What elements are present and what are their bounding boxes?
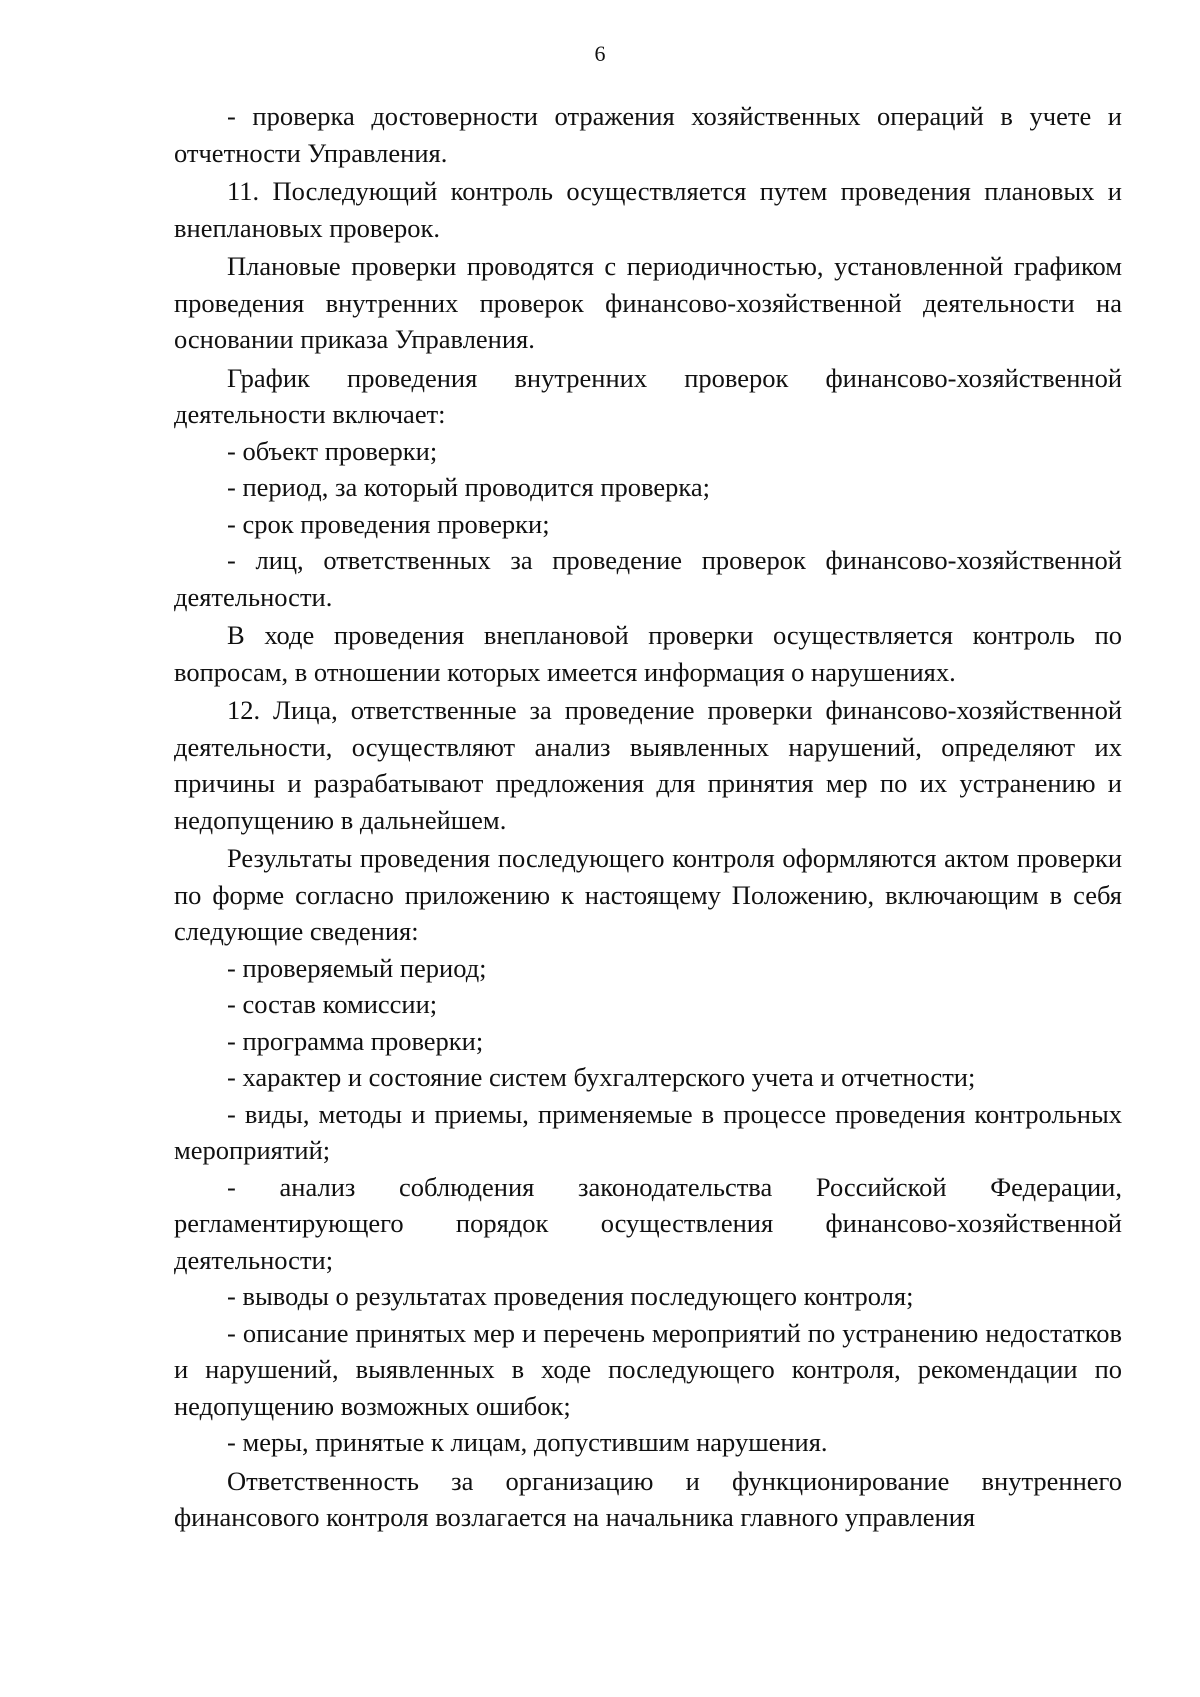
list-item: - меры, принятые к лицам, допустившим нарушения. xyxy=(227,1427,828,1457)
list-item: - объект проверки; xyxy=(227,435,438,466)
list-item: - анализ соблюдения законодательства Российской Федерации, регламентирующего порядок осуществления финансово-хозяйственной деятельности; xyxy=(174,1171,1122,1275)
list-item: - виды, методы и приемы, применяемые в процессе проведения контрольных мероприятий; xyxy=(174,1098,1122,1165)
list-item: - проверяемый период; xyxy=(227,952,487,983)
paragraph: В ходе проведения внеплановой проверки осуществляется контроль по вопросам, в отношении которых имеется информация о нарушениях. xyxy=(174,620,1122,687)
list-item: - описание принятых мер и перечень мероприятий по устранению недостатков и нарушений, выявленных в ходе последующего контроля, рекомендации по недопущению возможных ошибок; xyxy=(174,1317,1122,1421)
paragraph: 12. Лица, ответственные за проведение проверки финансово-хозяйственной деятельности, осуществляют анализ выявленных нарушений, определяют их причины и разрабатывают предложения для принятия мер по их устранению и недопущению в дальнейшем. xyxy=(174,695,1122,835)
paragraph: Плановые проверки проводятся с периодичностью, установленной графиком проведения внутренних проверок финансово-хозяйственной деятельности на основании приказа Управления. xyxy=(174,251,1122,354)
list-item: - срок проведения проверки; xyxy=(227,508,550,539)
list-item: - программа проверки; xyxy=(227,1025,484,1056)
document-body xyxy=(174,98,1122,1536)
list-item: - лиц, ответственных за проведение проверок финансово-хозяйственной деятельности. xyxy=(174,545,1122,612)
paragraph: 11. Последующий контроль осуществляется путем проведения плановых и внеплановых проверок. xyxy=(174,176,1122,243)
page-number: 6 xyxy=(594,41,606,66)
list-item: - период, за который проводится проверка; xyxy=(227,472,710,502)
paragraph: Ответственность за организацию и функционирование внутреннего финансового контроля возлагается на начальника главного управления xyxy=(174,1465,1122,1532)
list-item: - выводы о результатах проведения последующего контроля; xyxy=(227,1281,914,1311)
list-item: - характер и состояние систем бухгалтерского учета и отчетности; xyxy=(227,1062,976,1092)
paragraph: График проведения внутренних проверок финансово-хозяйственной деятельности включает: xyxy=(174,362,1122,429)
paragraph: Результаты проведения последующего контроля оформляются актом проверки по форме согласно приложению к настоящему Положению, включающим в себя следующие сведения: xyxy=(174,843,1122,946)
list-item: - состав комиссии; xyxy=(227,989,438,1019)
paragraph: - проверка достоверности отражения хозяйственных операций в учете и отчетности Управления. xyxy=(174,101,1122,168)
